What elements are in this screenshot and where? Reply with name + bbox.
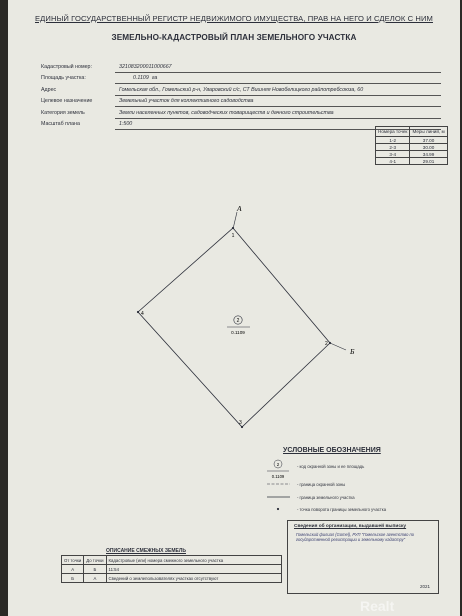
info-value: 321083200011000667 bbox=[119, 64, 172, 70]
document-title: ЗЕМЕЛЬНО-КАДАСТРОВЫЙ ПЛАН ЗЕМЕЛЬНОГО УЧАСТКА bbox=[111, 33, 357, 42]
info-value: 1:500 bbox=[119, 121, 133, 127]
side-label-b: Б bbox=[350, 347, 355, 356]
table-cell: 1-2 bbox=[376, 137, 410, 144]
parcel-boundary bbox=[138, 228, 330, 427]
area-unit: га bbox=[151, 75, 158, 81]
info-value: Земельный участок для коллективного садоводства bbox=[119, 98, 254, 104]
adjacent-lands-table bbox=[61, 555, 282, 583]
table-cell: Б bbox=[62, 574, 84, 583]
table-cell: 11:54 bbox=[106, 565, 281, 574]
info-value: Гомельская обл., Гомельский р-н, Уваровский с/с, СТ Вишняя Новобелицкого райпотребсоюза, 60 bbox=[119, 87, 364, 93]
table-cell: 37.00 bbox=[410, 137, 447, 144]
table-cell: А bbox=[62, 565, 84, 574]
table-header: От точки bbox=[62, 556, 84, 565]
table-cell: А bbox=[84, 574, 106, 583]
legend-item-zone-code: - код охранной зоны и ее площадь bbox=[297, 464, 365, 469]
point-label-1: 1 bbox=[231, 233, 235, 239]
legend-turn-point-symbol bbox=[277, 508, 279, 510]
adjacent-lands-title: ОПИСАНИЕ СМЕЖНЫХ ЗЕМЕЛЬ bbox=[106, 548, 186, 554]
table-cell: 34.99 bbox=[410, 151, 447, 158]
legend-item-parcel-border: - граница земельного участка bbox=[297, 495, 355, 500]
info-label: Адрес bbox=[41, 87, 57, 93]
legend-sample-area: 0.1109 bbox=[271, 474, 285, 479]
arrow-b bbox=[330, 343, 346, 350]
side-label-a: А bbox=[237, 204, 242, 213]
table-cell: 4-1 bbox=[376, 158, 410, 165]
info-value: Земли населенных пунктов, садоводческих товариществ и дачного строительства bbox=[119, 110, 334, 116]
point-label-2: 2 bbox=[325, 341, 328, 347]
table-row bbox=[62, 565, 282, 574]
table-row bbox=[62, 574, 282, 583]
legend-item-turn-point: - точка поворота границы земельного участка bbox=[297, 507, 387, 512]
legend-item-zone-border: - граница охранной зоны bbox=[297, 482, 346, 487]
table-cell: Б bbox=[84, 565, 106, 574]
arrow-a bbox=[233, 212, 237, 229]
area-number: 0.1109 bbox=[133, 75, 149, 81]
legend-sample-number: 2 bbox=[276, 462, 280, 467]
table-header: Номера точек bbox=[376, 127, 410, 137]
table-header: До точки bbox=[84, 556, 106, 565]
document-sheet bbox=[8, 0, 460, 616]
table-header-row bbox=[62, 556, 282, 565]
table-cell: 29.01 bbox=[410, 158, 447, 165]
org-title: Сведения об организации, выдавшей выписку bbox=[294, 524, 407, 529]
table-cell: 2-3 bbox=[376, 144, 410, 151]
info-label: Категория земель bbox=[41, 110, 85, 116]
issue-date: 2021 bbox=[419, 584, 430, 589]
org-stamp-text: Гомельский филиал (Gomel), РУП "Гомельское агентство по государственной регистрации и земельному кадастру" bbox=[296, 532, 415, 542]
watermark-logo: Realt bbox=[360, 598, 395, 614]
turn-point-1 bbox=[232, 227, 234, 229]
point-label-3: 3 bbox=[239, 420, 242, 426]
parcel-number: 2 bbox=[236, 318, 240, 324]
info-label: Площадь участка: bbox=[41, 75, 86, 81]
info-label: Кадастровый номер: bbox=[41, 64, 92, 70]
issuing-organization-box bbox=[287, 520, 439, 594]
info-label: Масштаб плана bbox=[41, 121, 80, 127]
turn-point-2 bbox=[329, 342, 331, 344]
table-cell: 3-4 bbox=[376, 151, 410, 158]
registry-header: ЕДИНЫЙ ГОСУДАРСТВЕННЫЙ РЕГИСТР НЕДВИЖИМОГО ИМУЩЕСТВА, ПРАВ НА НЕГО И СДЕЛОК С НИМ bbox=[35, 14, 433, 23]
table-header: Меры линий, м bbox=[410, 127, 447, 137]
table-cell: 30.00 bbox=[410, 144, 447, 151]
turn-point-4 bbox=[137, 311, 139, 313]
table-cell: Сведений о землепользователях участках отсутствуют bbox=[106, 574, 281, 583]
point-label-4: 4 bbox=[141, 311, 144, 317]
legend-title: УСЛОВНЫЕ ОБОЗНАЧЕНИЯ bbox=[283, 447, 381, 454]
info-label: Целевое назначение bbox=[41, 98, 93, 104]
parcel-area: 0.1109 bbox=[231, 330, 245, 335]
table-header: Кадастровые (или) номера смежного земельного участка bbox=[106, 556, 281, 565]
turn-point-3 bbox=[241, 426, 243, 428]
